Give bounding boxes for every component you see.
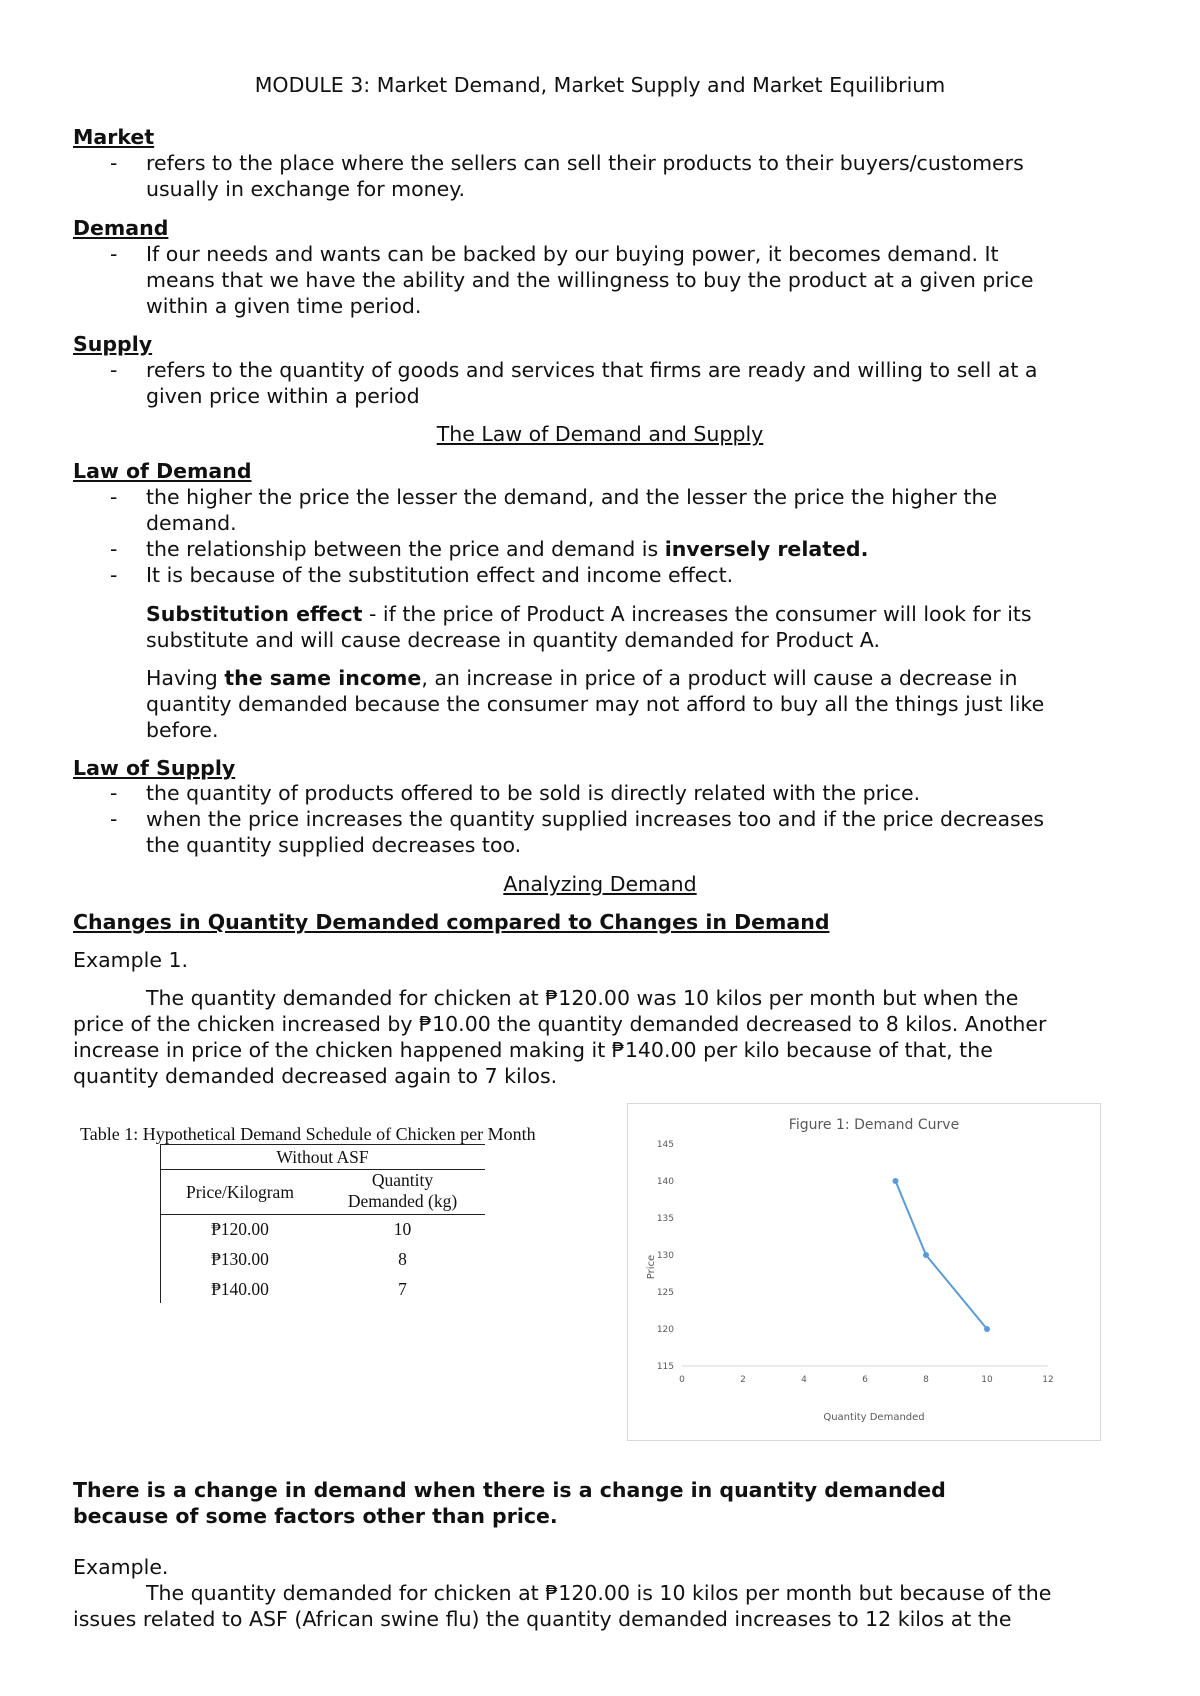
table1-qty-cell: 8 (398, 1249, 407, 1269)
bullet-dash: - (110, 807, 118, 831)
example1-line-1: The quantity demanded for chicken at ₱120.00 was 10 kilos per month but when the (146, 986, 1019, 1010)
lod-b2 (146, 536, 868, 562)
income-line-2: quantity demanded because the consumer may not afford to buy all the things just like (146, 692, 1045, 716)
table1-qty-cell: 10 (393, 1219, 412, 1239)
chart-title: Figure 1: Demand Curve (788, 1117, 960, 1133)
bullet-dash: - (110, 485, 118, 509)
y-tick-labels (657, 1140, 674, 1372)
example1-line-4: quantity demanded decreased again to 7 kilos. (73, 1064, 558, 1088)
lod-b1-line-1: the higher the price the lesser the demand, and the lesser the price the higher the (146, 485, 998, 509)
bullet-dash: - (110, 242, 118, 266)
x-tick-label: 0 (679, 1375, 685, 1385)
chart-svg (628, 1104, 1100, 1440)
table1-col-qty-2: Demanded (kg) (347, 1191, 458, 1211)
income-line-1 (146, 665, 1017, 691)
y-tick-label: 115 (656, 1362, 674, 1372)
heading-demand: Demand (73, 216, 169, 240)
market-line-1: refers to the place where the sellers can sell their products to their buyers/customers (146, 151, 1024, 175)
example2-line-2: issues related to ASF (African swine flu) the quantity demanded increases to 12 kilos at the (73, 1607, 1012, 1631)
los-b2-line-1: when the price increases the quantity supplied increases too and if the price decreases (146, 807, 1045, 831)
bullet-dash: - (110, 151, 118, 175)
y-tick-label: 140 (656, 1177, 674, 1187)
y-tick-label: 135 (656, 1214, 674, 1224)
demand-line-2: means that we have the ability and the willingness to buy the product at a given price (146, 268, 1034, 292)
heading-market: Market (73, 125, 155, 149)
heading-supply: Supply (73, 332, 153, 356)
income-pre: Having (146, 666, 225, 690)
market-line-2: usually in exchange for money. (146, 177, 466, 201)
table1-col-price: Price/Kilogram (186, 1182, 294, 1202)
change-statement-line-2: because of some factors other than price. (73, 1504, 558, 1528)
x-tick-label: 2 (740, 1375, 746, 1385)
bullet-dash: - (110, 358, 118, 382)
y-axis-label: Price (646, 1254, 657, 1280)
example1-label: Example 1. (73, 948, 189, 972)
demand-curve-chart (627, 1103, 1101, 1441)
x-tick-label: 8 (923, 1375, 929, 1385)
y-tick-label: 125 (656, 1288, 674, 1298)
substitution-line-1 (146, 601, 1032, 627)
substitution-bold: Substitution effect (146, 602, 363, 626)
lod-b2-text: the relationship between the price and demand is (146, 537, 665, 561)
data-point (893, 1178, 899, 1184)
x-axis-label: Quantity Demanded (823, 1412, 925, 1423)
table1-qty-cell: 7 (398, 1279, 407, 1299)
demand-line-1: If our needs and wants can be backed by our buying power, it becomes demand. It (146, 242, 999, 266)
lod-b2-bold: inversely related. (664, 537, 869, 561)
demand-series-line (896, 1181, 988, 1329)
substitution-line-2: substitute and will cause decrease in quantity demanded for Product A. (146, 628, 880, 652)
change-statement-line-1: There is a change in demand when there is a change in quantity demanded (73, 1478, 946, 1502)
supply-line-2: given price within a period (146, 384, 420, 408)
heading-analyzing-demand: Analyzing Demand (503, 872, 697, 896)
y-tick-label: 145 (656, 1140, 674, 1150)
x-tick-label: 4 (801, 1375, 807, 1385)
bullet-dash: - (110, 563, 118, 587)
y-tick-label: 130 (656, 1251, 674, 1261)
example1-line-3: increase in price of the chicken happened making it ₱140.00 per kilo because of that, the (73, 1038, 993, 1062)
y-tick-label: 120 (656, 1325, 674, 1335)
income-line-3: before. (146, 718, 219, 742)
table1-price-cell: ₱120.00 (211, 1219, 269, 1239)
data-point (923, 1252, 929, 1258)
los-b2-line-2: the quantity supplied decreases too. (146, 833, 522, 857)
example2-line-1: The quantity demanded for chicken at ₱120.00 is 10 kilos per month but because of the (146, 1581, 1052, 1605)
table1-group-header: Without ASF (276, 1147, 369, 1167)
income-rest: , an increase in price of a product will cause a decrease in (421, 666, 1018, 690)
data-points (893, 1178, 991, 1332)
bullet-dash: - (110, 781, 118, 805)
table1-price-cell: ₱130.00 (211, 1249, 269, 1269)
page-title: MODULE 3: Market Demand, Market Supply and Market Equilibrium (254, 73, 946, 97)
x-tick-label: 10 (981, 1375, 993, 1385)
income-bold: the same income (224, 666, 422, 690)
supply-line-1: refers to the quantity of goods and services that firms are ready and willing to sell at a (146, 358, 1038, 382)
los-b1: the quantity of products offered to be sold is directly related with the price. (146, 781, 921, 805)
lod-b3: It is because of the substitution effect and income effect. (146, 563, 734, 587)
table-rule-header (160, 1214, 485, 1215)
table1-col-qty-1: Quantity (371, 1170, 434, 1190)
table1-caption: Table 1: Hypothetical Demand Schedule of Chicken per Month (80, 1124, 536, 1144)
x-tick-label: 6 (862, 1375, 868, 1385)
example1-line-2: price of the chicken increased by ₱10.00 the quantity demanded decreased to 8 kilos. Another (73, 1012, 1047, 1036)
heading-law-demand-supply: The Law of Demand and Supply (436, 422, 764, 446)
heading-law-of-supply: Law of Supply (73, 756, 236, 780)
heading-changes: Changes in Quantity Demanded compared to Changes in Demand (73, 910, 830, 934)
table1-price-cell: ₱140.00 (211, 1279, 269, 1299)
x-tick-labels (679, 1375, 1054, 1385)
x-tick-label: 12 (1042, 1375, 1054, 1385)
data-point (984, 1326, 990, 1332)
lod-b1-line-2: demand. (146, 511, 237, 535)
demand-line-3: within a given time period. (146, 294, 422, 318)
heading-law-of-demand: Law of Demand (73, 459, 252, 483)
table-rule-top (160, 1144, 485, 1145)
bullet-dash: - (110, 537, 118, 561)
example2-label: Example. (73, 1555, 169, 1579)
substitution-text: - if the price of Product A increases the consumer will look for its (362, 602, 1032, 626)
